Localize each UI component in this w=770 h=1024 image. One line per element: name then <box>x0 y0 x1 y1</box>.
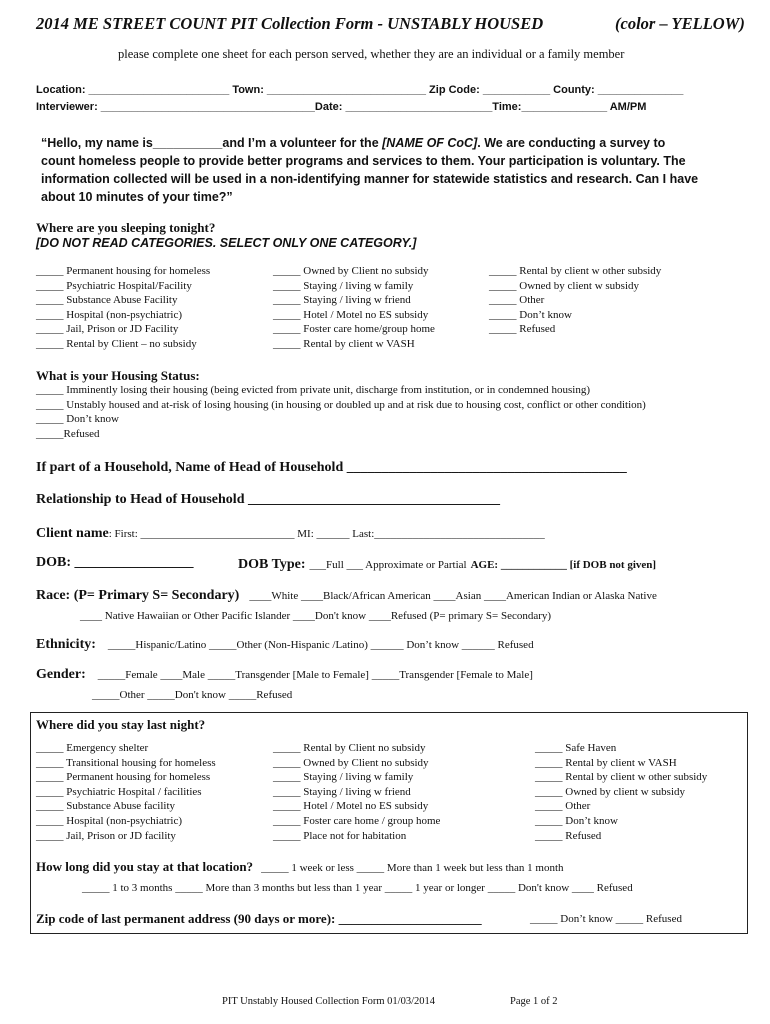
sleeping-option[interactable]: _____ Owned by client w subsidy <box>489 279 640 292</box>
sleeping-option[interactable]: _____ Owned by Client no subsidy <box>273 265 429 277</box>
last-night-option[interactable]: _____ Emergency shelter <box>36 742 149 754</box>
last-night-question: Where did you stay last night? <box>36 717 206 732</box>
last-night-option[interactable]: _____ Owned by client w subsidy <box>535 785 686 798</box>
footer-form-id: PIT Unstably Housed Collection Form 01/03/2014 <box>222 996 436 1007</box>
housing-option[interactable]: _____ Don’t know <box>36 413 119 426</box>
housing-option[interactable]: _____Refused <box>36 427 100 440</box>
zip-field[interactable]: Zip code of last permanent address (90 days or more): ______________________ <box>36 911 482 926</box>
last-night-option[interactable]: _____ Refused <box>535 829 602 842</box>
last-night-option[interactable]: _____ Safe Haven <box>535 742 617 754</box>
ethnicity-options[interactable]: _____Hispanic/Latino _____Other (Non-Hispanic /Latino) ______ Don’t know ______ Refused <box>107 639 534 651</box>
sleeping-options-col3 <box>489 264 661 337</box>
sleeping-option[interactable]: _____ Foster care home/group home <box>273 323 435 336</box>
last-night-option[interactable]: _____ Place not for habitation <box>273 829 407 842</box>
last-night-option[interactable]: _____ Permanent housing for homeless <box>36 771 211 784</box>
sleeping-question: Where are you sleeping tonight? <box>36 220 216 235</box>
last-night-option[interactable]: _____ Foster care home / group home <box>273 814 441 827</box>
form-instruction: please complete one sheet for each person served, whether they are an individual or a family member <box>118 47 625 61</box>
race-row <box>36 586 657 604</box>
sleeping-option[interactable]: _____ Rental by Client – no subsidy <box>36 337 197 350</box>
sleeping-option[interactable]: _____ Rental by client w other subsidy <box>489 265 662 277</box>
duration-row <box>36 858 564 876</box>
sleeping-options-col1 <box>36 264 210 352</box>
intro-script <box>41 134 701 206</box>
last-night-options-col3 <box>535 741 707 843</box>
sleeping-option[interactable]: _____ Psychiatric Hospital/Facility <box>36 279 192 292</box>
intro-prefix: “Hello, my name is__________and I’m a volunteer for the <box>41 136 383 150</box>
head-of-household-field[interactable]: If part of a Household, Name of Head of Household ________________________________________ <box>36 460 627 475</box>
sleeping-options-col2 <box>273 264 435 352</box>
ethnicity-label: Ethnicity: <box>36 637 96 652</box>
last-night-option[interactable]: _____ Rental by Client no subsidy <box>273 742 426 754</box>
race-options-line1[interactable]: ____White ____Black/African American ____Asian ____American Indian or Alaska Native <box>249 590 657 602</box>
intro-suffix: . We are conducting a survey to count homeless people to provide better programs and services to them. Your participation is voluntary. The information collected will be used in a non-identifying manner for statewide statistics and research. Can I have about 10 minutes of your time?” <box>41 136 699 204</box>
race-options-line2[interactable]: ____ Native Hawaiian or Other Pacific Islander ____Don't know ____Refused (P= primary S= Secondary) <box>80 610 552 622</box>
gender-row <box>36 665 533 683</box>
ethnicity-row <box>36 635 534 653</box>
form-title: 2014 ME STREET COUNT PIT Collection Form - UNSTABLY HOUSED <box>36 14 544 33</box>
sleeping-option[interactable]: _____ Don’t know <box>489 308 572 321</box>
client-name-label: Client name <box>36 526 109 541</box>
last-night-option[interactable]: _____ Jail, Prison or JD facility <box>36 829 176 842</box>
gender-options-line1[interactable]: _____Female ____Male _____Transgender [Male to Female] _____Transgender [Female to Male] <box>97 669 533 681</box>
sleeping-option[interactable]: _____ Staying / living w family <box>273 279 414 292</box>
last-night-option[interactable]: _____ Rental by client w other subsidy <box>535 771 708 784</box>
sleeping-option[interactable]: _____ Refused <box>489 323 556 336</box>
housing-option[interactable]: _____ Unstably housed and at-risk of losing housing (in housing or doubled up and at risk due to housing cost, conflict or other condition) <box>36 398 646 411</box>
last-night-option[interactable]: _____ Staying / living w family <box>273 771 414 784</box>
last-night-option[interactable]: _____ Substance Abuse facility <box>36 800 176 813</box>
color-note: (color – YELLOW) <box>615 14 745 33</box>
gender-options-line2[interactable]: _____Other _____Don't know _____Refused <box>92 689 293 701</box>
interviewer-fields[interactable]: Interviewer: ___________________________________Date: ________________________Time:______________ AM/PM <box>36 101 647 113</box>
last-night-option[interactable]: _____ Owned by Client no subsidy <box>273 756 429 769</box>
sleeping-option[interactable]: _____ Hotel / Motel no ES subsidy <box>273 308 429 321</box>
sleeping-option[interactable]: _____ Jail, Prison or JD Facility <box>36 323 179 336</box>
last-night-option[interactable]: _____ Hospital (non-psychiatric) <box>36 814 183 827</box>
duration-options-line2[interactable]: _____ 1 to 3 months _____ More than 3 months but less than 1 year _____ 1 year or longer _____ Don't know ____ Refused <box>82 882 633 894</box>
age-field[interactable]: AGE: ____________ [if DOB not given] <box>470 559 657 571</box>
dob-type-label: DOB Type: <box>238 557 306 572</box>
last-night-option[interactable]: _____ Psychiatric Hospital / facilities <box>36 785 202 798</box>
last-night-options-col2 <box>273 741 440 843</box>
last-night-option[interactable]: _____ Other <box>535 800 591 813</box>
race-label: Race: (P= Primary S= Secondary) <box>36 588 240 603</box>
housing-options <box>36 383 646 441</box>
dob-field[interactable]: DOB: _________________ <box>36 555 194 570</box>
last-night-option[interactable]: _____ Rental by client w VASH <box>535 756 677 769</box>
dob-type-row <box>238 555 656 573</box>
client-name-row <box>36 524 545 542</box>
sleeping-option[interactable]: _____ Rental by client w VASH <box>273 337 415 350</box>
footer-page-number: Page 1 of 2 <box>510 996 558 1007</box>
last-night-options-col1 <box>36 741 216 843</box>
housing-question: What is your Housing Status: <box>36 368 200 383</box>
duration-options-line1[interactable]: _____ 1 week or less _____ More than 1 week but less than 1 month <box>261 862 564 874</box>
last-night-option[interactable]: _____ Transitional housing for homeless <box>36 756 216 769</box>
location-fields[interactable]: Location: _______________________ Town: __________________________ Zip Code: ___________ County: ______________ <box>36 84 684 96</box>
sleeping-option[interactable]: _____ Hospital (non-psychiatric) <box>36 308 183 321</box>
sleeping-option[interactable]: _____ Permanent housing for homeless <box>36 265 211 277</box>
client-name-fields[interactable]: : First: ____________________________ MI: ______ Last:_______________________________ <box>108 528 545 540</box>
dob-type-options[interactable]: ___Full ___ Approximate or Partial <box>309 559 467 571</box>
gender-label: Gender: <box>36 667 86 682</box>
sleeping-option[interactable]: _____ Staying / living w friend <box>273 294 411 307</box>
last-night-option[interactable]: _____ Don’t know <box>535 814 618 827</box>
last-night-option[interactable]: _____ Hotel / Motel no ES subsidy <box>273 800 429 813</box>
sleeping-option[interactable]: _____ Other <box>489 294 545 307</box>
intro-coc-name: [NAME OF CoC] <box>382 136 478 150</box>
sleeping-instruction: [DO NOT READ CATEGORIES. SELECT ONLY ONE CATEGORY.] <box>36 236 417 250</box>
relationship-field[interactable]: Relationship to Head of Household ____________________________________ <box>36 492 500 507</box>
sleeping-option[interactable]: _____ Substance Abuse Facility <box>36 294 178 307</box>
zip-options[interactable]: _____ Don’t know _____ Refused <box>530 913 682 925</box>
last-night-option[interactable]: _____ Staying / living w friend <box>273 785 411 798</box>
housing-option[interactable]: _____ Imminently losing their housing (being evicted from private unit, discharge from institution, or in condemned housing) <box>36 384 590 396</box>
duration-question: How long did you stay at that location? <box>36 859 254 874</box>
